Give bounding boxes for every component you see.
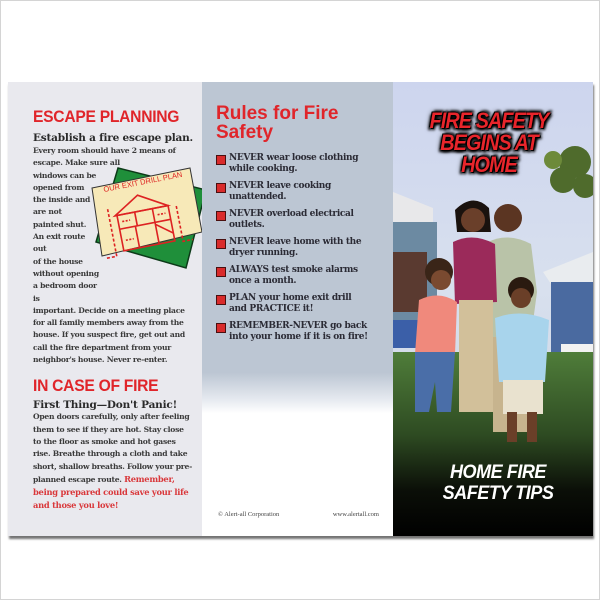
- title-line: FIRE SAFETY: [429, 108, 549, 133]
- heading-in-case-of-fire: IN CASE OF FIRE: [33, 376, 159, 396]
- square-bullet-icon: [216, 155, 226, 165]
- list-item: [216, 321, 383, 343]
- list-item: [216, 265, 383, 287]
- house-floorplan-icon: [90, 162, 202, 270]
- rule-text: NEVER wear loose clothing while cooking.: [229, 153, 359, 174]
- text-line: are not: [33, 207, 62, 217]
- rule-text: REMEMBER-NEVER go back into your home if it is on fire!: [229, 321, 368, 342]
- rule-text: NEVER leave home with the dryer running.: [229, 237, 362, 258]
- brochure-footer: [218, 511, 379, 518]
- trifold-brochure: [8, 82, 593, 536]
- title-line: HOME: [461, 152, 517, 177]
- square-bullet-icon: [216, 295, 226, 305]
- cover-tagline: [417, 462, 579, 504]
- text-line: windows can be: [33, 170, 97, 180]
- fire-instructions: [33, 411, 193, 512]
- svg-text:OUR EXIT DRILL PLAN: OUR EXIT DRILL PLAN: [102, 169, 183, 194]
- cover-title: [410, 110, 568, 176]
- text-line: of the house: [33, 256, 83, 266]
- list-item: [216, 293, 383, 315]
- heading-escape-planning: ESCAPE PLANNING: [33, 107, 180, 126]
- fire-reminder-text: Remember, being prepared could save your life and those you love!: [33, 473, 189, 511]
- escape-intro-text: Every room should have 2 means of escape. Make sure all: [33, 146, 176, 168]
- heading-line: Rules for Fire: [216, 103, 339, 124]
- list-item: [216, 153, 383, 175]
- rule-text: NEVER overload electrical outlets.: [229, 209, 354, 230]
- escape-rest-text: important. Decide on a meeting place for all family members away from the house. If you suspect fire, get out and call the fire department from your neighbor's house. Never re-enter.: [33, 305, 185, 365]
- tagline-line: HOME FIRE: [449, 462, 547, 483]
- subheading-dont-panic: First Thing—Don't Panic!: [33, 399, 178, 412]
- heading-line: Safety: [216, 122, 274, 143]
- panel-rules: [202, 82, 393, 536]
- rule-text: ALWAYS test smoke alarms once a month.: [229, 265, 358, 286]
- square-bullet-icon: [216, 267, 226, 277]
- square-bullet-icon: [216, 183, 226, 193]
- square-bullet-icon: [216, 239, 226, 249]
- website-link[interactable]: www.alertall.com: [332, 511, 379, 518]
- rules-list: [216, 153, 383, 343]
- subheading-establish-plan: Establish a fire escape plan.: [33, 132, 194, 144]
- copyright-text: © Alert-all Corporation: [218, 511, 280, 518]
- list-item: [216, 237, 383, 259]
- exit-drill-plan-illustration: [90, 162, 202, 270]
- list-item: [216, 209, 383, 231]
- text-line: painted shut.: [33, 219, 87, 229]
- list-item: [216, 181, 383, 203]
- square-bullet-icon: [216, 211, 226, 221]
- tagline-line: SAFETY TIPS: [442, 483, 554, 504]
- text-line: without opening: [33, 268, 99, 278]
- text-line: a bedroom door is: [33, 281, 97, 303]
- square-bullet-icon: [216, 323, 226, 333]
- rule-text: NEVER leave cooking unattended.: [229, 181, 331, 202]
- fire-body-text: Open doors carefully, only after feeling them to see if they are hot. Stay close to the floor as smoke and hot gases rise. Breathe through a cloth and take short, shallow breaths. Follow your pre-planned escape route.: [33, 412, 193, 484]
- panel-escape-planning: [8, 82, 202, 536]
- panel-cover: [393, 82, 593, 536]
- text-line: the inside and: [33, 195, 91, 205]
- text-line: opened from: [33, 182, 85, 192]
- title-line: BEGINS AT: [440, 130, 538, 155]
- heading-rules-for-fire-safety: [216, 104, 383, 142]
- rule-text: PLAN your home exit drill and PRACTICE it!: [229, 293, 352, 314]
- text-line: An exit route out: [33, 232, 86, 254]
